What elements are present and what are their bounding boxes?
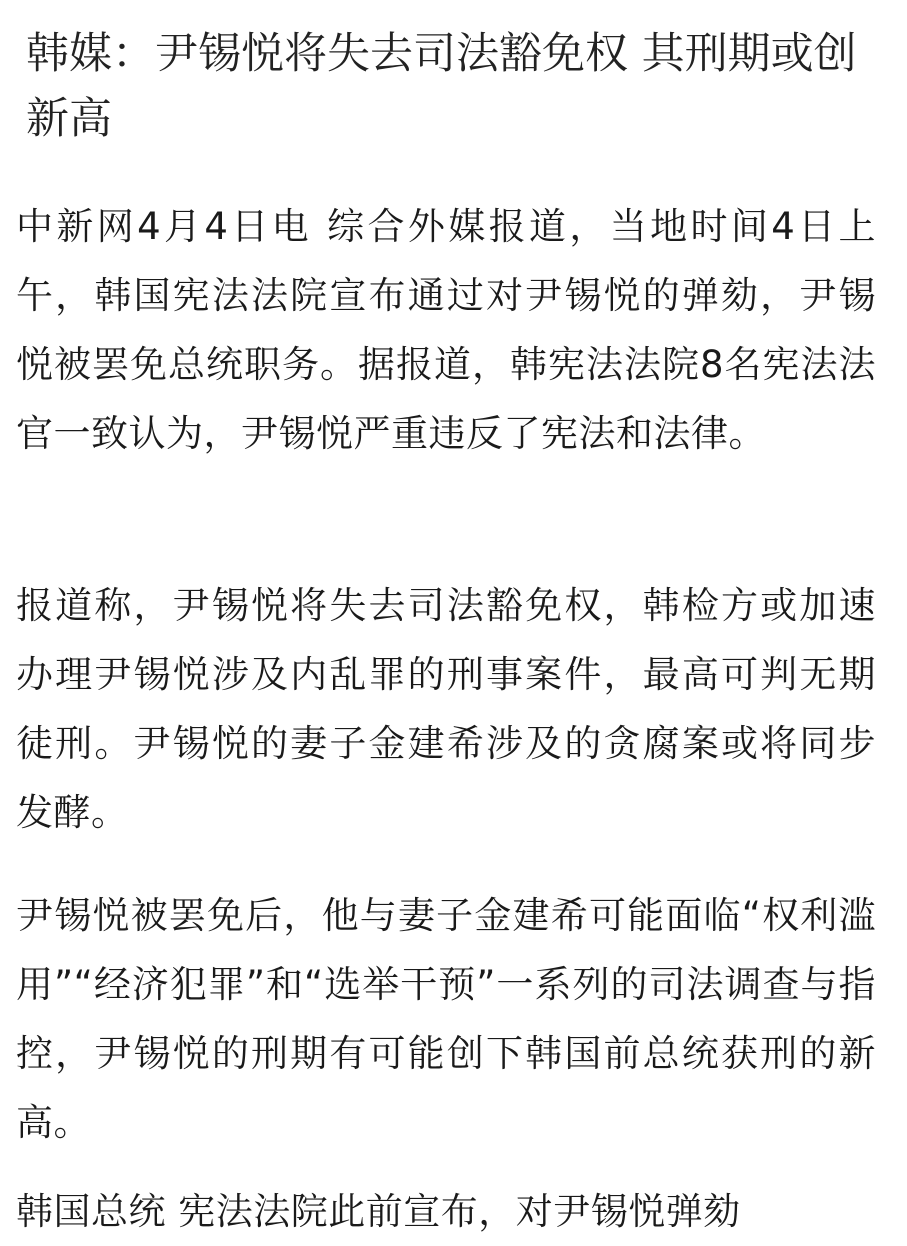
article-paragraph-1: 中新网4月4日电 综合外媒报道，当地时间4日上午，韩国宪法法院宣布通过对尹锡悦的弹劾，尹锡悦被罢免总统职务。据报道，韩宪法法院8名宪法法官一致认为，尹锡悦严重违反了宪法和法律。 — [16, 205, 876, 455]
article-paragraph-3: 尹锡悦被罢免后，他与妻子金建希可能面临“权利滥用”“经济犯罪”和“选举干预”一系列的司法调查与指控，尹锡悦的刑期有可能创下韩国前总统获刑的新高。 — [16, 894, 876, 1144]
article-paragraph-4-partial: 韩国总统 宪法法院此前宣布，对尹锡悦弹劾 — [16, 1190, 741, 1233]
article-paragraph-2: 报道称，尹锡悦将失去司法豁免权，韩检方或加速办理尹锡悦涉及内乱罪的刑事案件，最高可判无期徒刑。尹锡悦的妻子金建希涉及的贪腐案或将同步发酵。 — [16, 584, 876, 834]
article-headline: 韩媒：尹锡悦将失去司法豁免权 其刑期或创新高 — [26, 29, 857, 144]
